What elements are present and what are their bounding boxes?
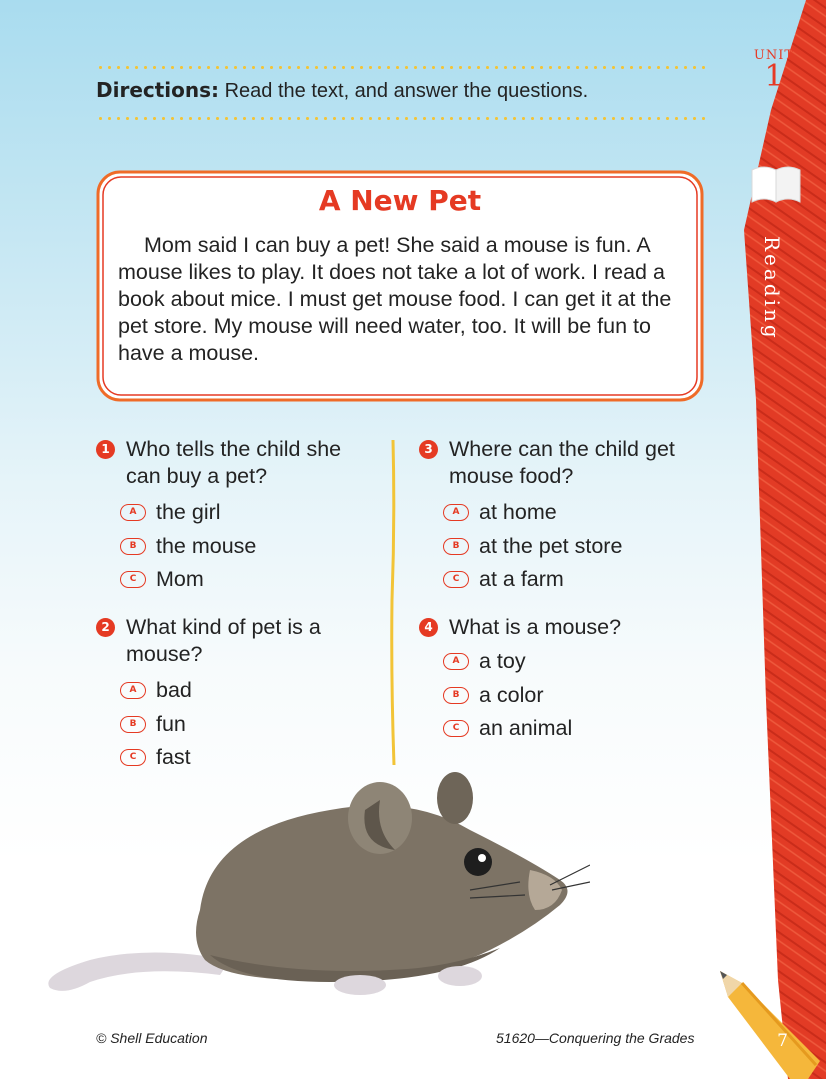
option-letter: A: [120, 504, 146, 521]
mouse-illustration: [30, 770, 590, 1010]
answer-options: [443, 645, 699, 746]
answer-options: [120, 674, 341, 775]
option-letter: B: [120, 538, 146, 555]
option-text: a toy: [479, 649, 526, 674]
question-4: [419, 614, 699, 746]
dotted-rule-top: [96, 66, 706, 69]
option-text: at a farm: [479, 567, 564, 592]
option-text: Mom: [156, 567, 204, 592]
answer-options: [120, 496, 376, 597]
answer-option[interactable]: [120, 708, 341, 742]
answer-option[interactable]: [120, 530, 376, 564]
dotted-rule-bottom: [96, 117, 706, 120]
question-number: 1: [96, 440, 115, 459]
option-text: at home: [479, 500, 557, 525]
option-text: bad: [156, 678, 192, 703]
answer-option[interactable]: [443, 496, 689, 530]
option-letter: A: [120, 682, 146, 699]
question-number: 3: [419, 440, 438, 459]
question-text: Who tells the child she can buy a pet?: [126, 437, 342, 488]
answer-option[interactable]: [443, 712, 699, 746]
open-book-icon: [748, 162, 804, 206]
option-text: an animal: [479, 716, 573, 741]
directions-text: Read the text, and answer the questions.: [219, 80, 589, 102]
answer-option[interactable]: [443, 645, 699, 679]
option-letter: A: [443, 653, 469, 670]
answer-option[interactable]: [120, 563, 376, 597]
option-text: the girl: [156, 500, 221, 525]
answer-option[interactable]: [120, 496, 376, 530]
option-letter: B: [443, 538, 469, 555]
option-text: fast: [156, 745, 191, 770]
unit-label: UNIT: [753, 48, 795, 63]
option-letter: B: [120, 716, 146, 733]
question-number: 4: [419, 618, 438, 637]
page-number: 7: [777, 1031, 788, 1051]
option-letter: C: [120, 749, 146, 766]
option-letter: C: [120, 571, 146, 588]
question-3: [419, 436, 689, 597]
question-number: 2: [96, 618, 115, 637]
directions: [96, 78, 588, 103]
unit-badge: [738, 48, 810, 94]
option-letter: B: [443, 687, 469, 704]
story-title: A New Pet: [318, 184, 482, 217]
question-text: Where can the child get mouse food?: [449, 437, 675, 488]
option-letter: C: [443, 720, 469, 737]
section-label: Reading: [760, 236, 784, 341]
option-text: a color: [479, 682, 544, 707]
answer-option[interactable]: [443, 563, 689, 597]
pencil-icon: [716, 969, 826, 1079]
option-text: fun: [156, 711, 186, 736]
answer-option[interactable]: [443, 679, 699, 713]
option-text: the mouse: [156, 533, 257, 558]
option-letter: C: [443, 571, 469, 588]
footer-copyright: © Shell Education: [96, 1030, 208, 1046]
unit-number: 1: [764, 59, 784, 94]
question-2: [96, 614, 341, 775]
option-text: at the pet store: [479, 533, 623, 558]
question-text: What kind of pet is a mouse?: [126, 615, 321, 666]
answer-options: [443, 496, 689, 597]
question-1: [96, 436, 376, 597]
directions-label: Directions:: [96, 78, 220, 102]
answer-option[interactable]: [120, 674, 341, 708]
footer-book-title: 51620—Conquering the Grades: [496, 1030, 695, 1046]
question-text: What is a mouse?: [449, 615, 622, 639]
option-letter: A: [443, 504, 469, 521]
answer-option[interactable]: [443, 530, 689, 564]
column-divider: [383, 440, 403, 770]
story-body: Mom said I can buy a pet! She said a mouse is fun. A mouse likes to play. It does not take a lot of work. I read a book about mice. I must get mouse food. I can get it at the pet store. My mouse will need water, too. It will be fun to have a mouse.: [118, 233, 672, 365]
